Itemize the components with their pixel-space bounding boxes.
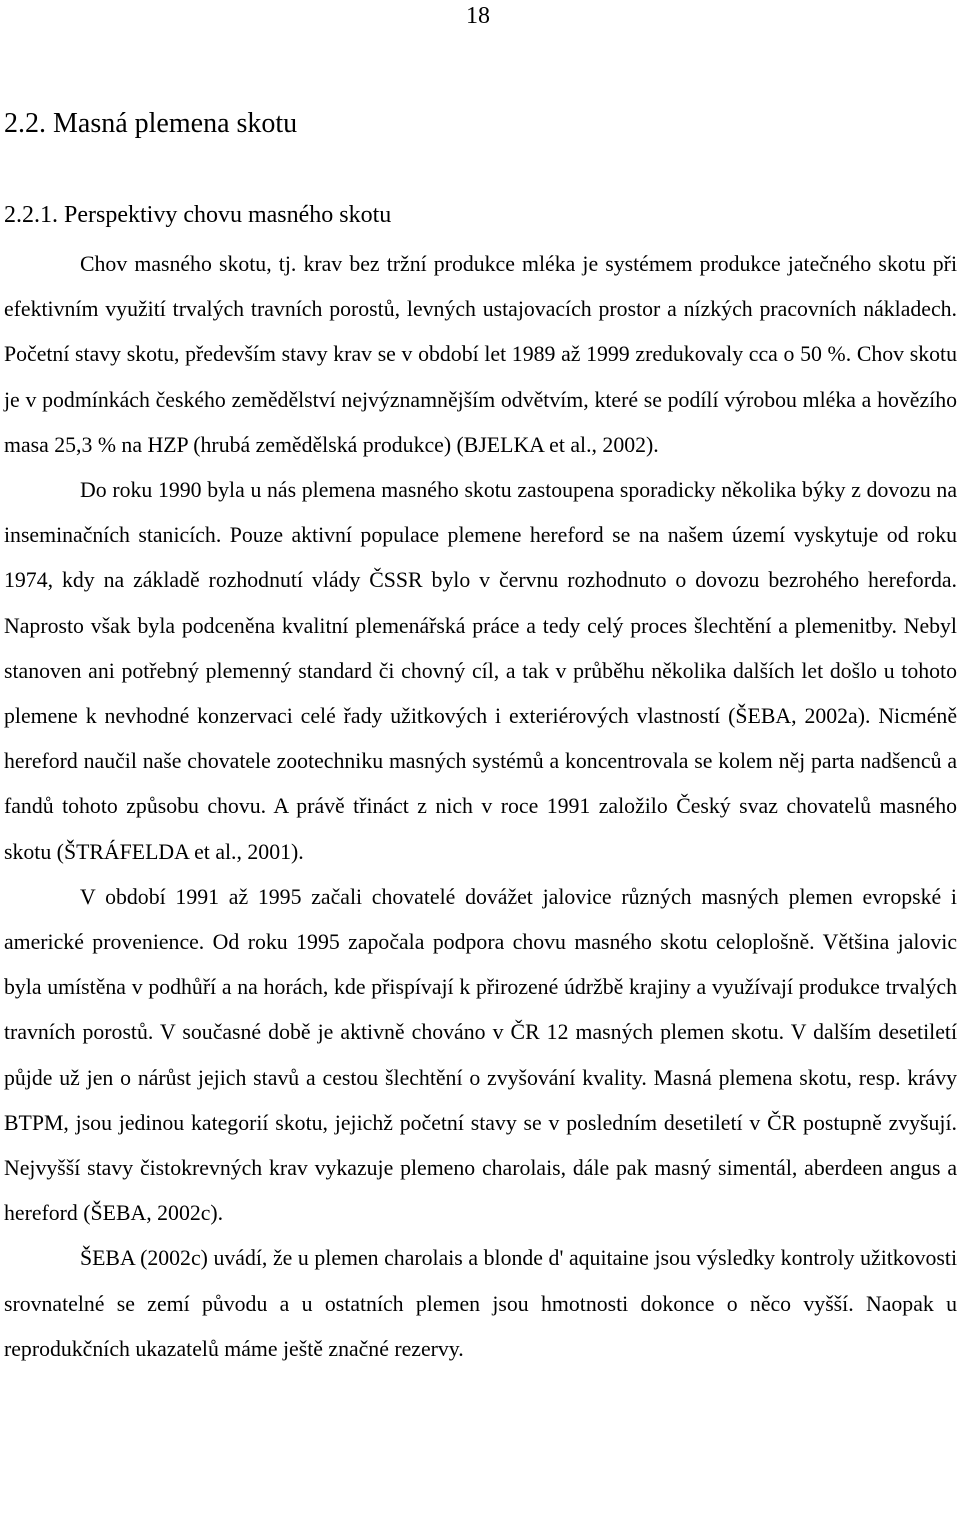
paragraph-3: V období 1991 až 1995 začali chovatelé dovážet jalovice různých masných plemen evropské i americké provenience. Od roku 1995 započala podpora chovu masného skotu celoplošně. Většina jalovic byla umístěna v podhůří a na horách, kde přispívají k přirozené údržbě krajiny a využívají produkce trvalých travních porostů. V současné době je aktivně chováno v ČR 12 masných plemen skotu. V dalším desetiletí půjde už jen o nárůst jejich stavů a cestou šlechtění o zvyšování kvality. Masná plemena skotu, resp. krávy BTPM, jsou jedinou kategorií skotu, jejichž početní stavy se v posledním desetiletí v ČR postupně zvyšují. Nejvyšší stavy čistokrevných krav vykazuje plemeno charolais, dále pak masný simentál, aberdeen angus a hereford (ŠEBA, 2002c).	[4, 884, 957, 1226]
paragraph-2: Do roku 1990 byla u nás plemena masného skotu zastoupena sporadicky několika býky z dovozu na inseminačních stanicích. Pouze aktivní populace plemene hereford se na našem území vyskytuje od roku 1974, kdy na základě rozhodnutí vlády ČSSR bylo v červnu rozhodnuto o dovozu bezrohého hereforda. Naprosto však byla podceněna kvalitní plemenářská práce a tedy celý proces šlechtění a plemenitby. Nebyl stanoven ani potřebný plemenný standard či chovný cíl, a tak v průběhu několika dalších let došlo u tohoto plemene k nevhodné konzervaci celé řady užitkových i exteriérových vlastností (ŠEBA, 2002a). Nicméně hereford naučil naše chovatele zootechniku masných systémů a koncentrovala se kolem něj parta nadšenců a fandů tohoto způsobu chovu. A právě třináct z nich v roce 1991 založilo Český svaz chovatelů masného skotu (ŠTRÁFELDA et al., 2001).	[4, 478, 957, 864]
body-text	[4, 242, 957, 1372]
subsection-heading: 2.2.1. Perspektivy chovu masného skotu	[4, 202, 392, 228]
paragraph-1: Chov masného skotu, tj. krav bez tržní produkce mléka je systémem produkce jatečného skotu při efektivním využití trvalých travních porostů, levných ustajovacích prostor a nízkých pracovních nákladech. Početní stavy skotu, především stavy krav se v období let 1989 až 1999 zredukovaly cca o 50 %. Chov skotu je v podmínkách českého zemědělství nejvýznamnějším odvětvím, které se podílí výrobou mléka a hovězího masa 25,3 % na HZP (hrubá zemědělská produkce) (BJELKA et al., 2002).	[4, 252, 957, 457]
paragraph-4: ŠEBA (2002c) uvádí, že u plemen charolais a blonde d' aquitaine jsou výsledky kontroly užitkovosti srovnatelné se zemí původu a u ostatních plemen jsou hmotnosti dokonce o něco vyšší. Naopak u reprodukčních ukazatelů máme ještě značné rezervy.	[4, 1246, 957, 1361]
section-heading: 2.2. Masná plemena skotu	[4, 108, 298, 139]
page-number: 18	[466, 3, 490, 29]
